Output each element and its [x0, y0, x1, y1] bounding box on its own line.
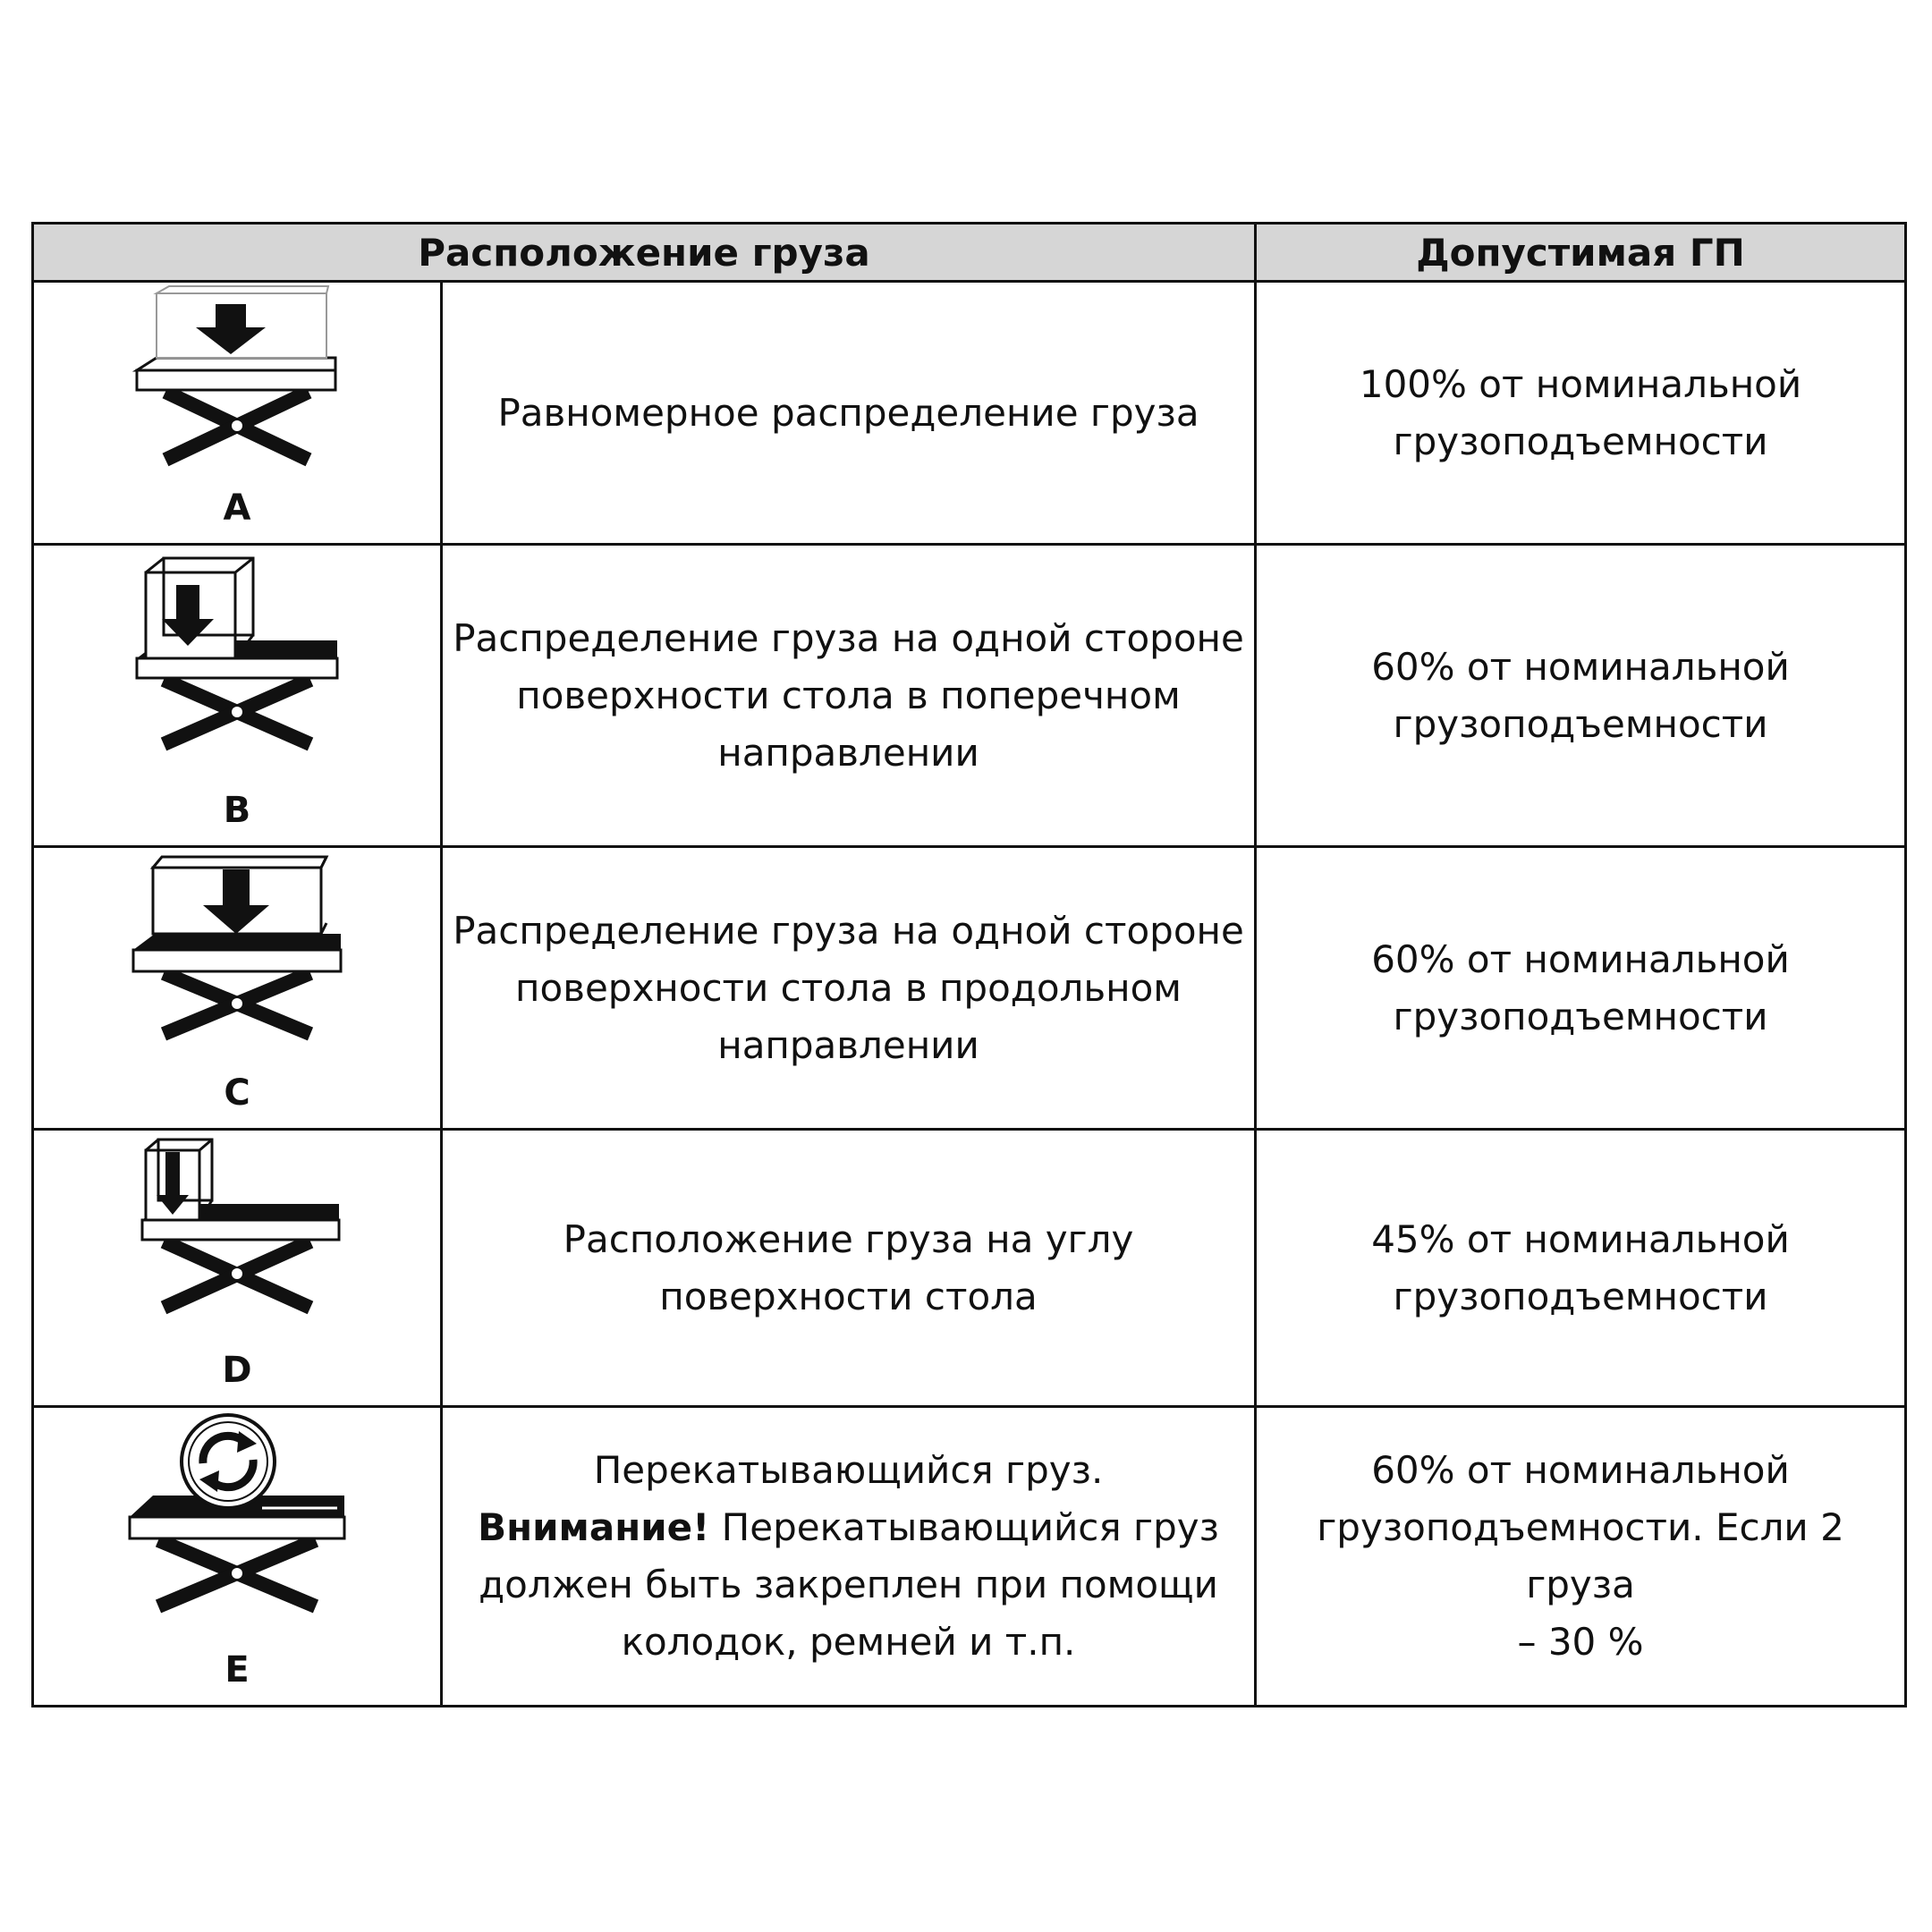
capacity-text: 60% от номинальной	[1371, 1448, 1790, 1492]
capacity-text: грузоподъемности	[1393, 1274, 1768, 1318]
load-transverse-side-icon	[103, 546, 371, 769]
row-c-description	[442, 847, 1256, 1130]
header-location: Расположение груза	[33, 224, 1256, 282]
table-row	[33, 1407, 1906, 1707]
row-letter: B	[223, 790, 251, 831]
capacity-text: 60% от номинальной	[1371, 644, 1790, 689]
table-row	[33, 282, 1906, 545]
description-text: Распределение груза на одной стороне	[453, 615, 1244, 660]
load-corner-icon	[103, 1131, 371, 1336]
row-a-picture-cell	[33, 282, 442, 545]
warning-label: Внимание!	[478, 1505, 710, 1549]
capacity-text: грузоподъемности	[1393, 419, 1768, 463]
row-e-picture-cell	[33, 1407, 442, 1707]
row-c-picture-cell	[33, 847, 442, 1130]
row-e-description	[442, 1407, 1256, 1707]
description-text: направлении	[717, 730, 979, 775]
row-d-description	[442, 1130, 1256, 1407]
table-row	[33, 1130, 1906, 1407]
row-a-capacity	[1256, 282, 1906, 545]
description-warning-line	[443, 1499, 1254, 1556]
table-row	[33, 545, 1906, 847]
row-b-capacity	[1256, 545, 1906, 847]
row-c-capacity	[1256, 847, 1906, 1130]
header-row	[33, 224, 1906, 282]
description-text: Перекатывающийся груз	[709, 1505, 1219, 1549]
description-text: Распределение груза на одной стороне	[453, 908, 1244, 953]
capacity-text: 45% от номинальной	[1371, 1216, 1790, 1261]
capacity-text: 60% от номинальной	[1371, 936, 1790, 981]
description-text: колодок, ремней и т.п.	[621, 1620, 1076, 1664]
capacity-text: грузоподъемности	[1393, 701, 1768, 746]
description-text: направлении	[717, 1022, 979, 1067]
description-text: должен быть закреплен при помощи	[479, 1563, 1218, 1606]
description-text: Перекатывающийся груз.	[593, 1448, 1104, 1492]
description-text: поверхности стола в поперечном	[516, 673, 1181, 717]
rolling-load-icon	[103, 1408, 371, 1631]
row-a-description	[442, 282, 1256, 545]
load-longitudinal-side-icon	[103, 848, 371, 1063]
capacity-text: грузоподъемности	[1393, 994, 1768, 1038]
description-text: поверхности стола в продольном	[515, 965, 1182, 1010]
load-capacity-table	[31, 222, 1907, 1707]
row-letter: A	[223, 487, 251, 529]
row-b-picture-cell	[33, 545, 442, 847]
row-d-picture-cell	[33, 1130, 442, 1407]
row-letter: C	[224, 1072, 250, 1114]
row-letter: E	[225, 1649, 250, 1690]
description-text: Расположение груза на углу	[563, 1216, 1134, 1261]
capacity-text: 100% от номинальной	[1359, 361, 1802, 406]
load-uniform-icon	[103, 283, 371, 488]
row-d-capacity	[1256, 1130, 1906, 1407]
header-capacity: Допустимая ГП	[1256, 224, 1906, 282]
row-letter: D	[222, 1350, 252, 1391]
table-row	[33, 847, 1906, 1130]
description-text: Равномерное распределение груза	[497, 390, 1199, 435]
description-text: поверхности стола	[659, 1274, 1038, 1318]
capacity-text: – 30 %	[1517, 1620, 1644, 1664]
capacity-text: грузоподъемности. Если 2 груза	[1317, 1505, 1844, 1606]
row-b-description	[442, 545, 1256, 847]
row-e-capacity	[1256, 1407, 1906, 1707]
